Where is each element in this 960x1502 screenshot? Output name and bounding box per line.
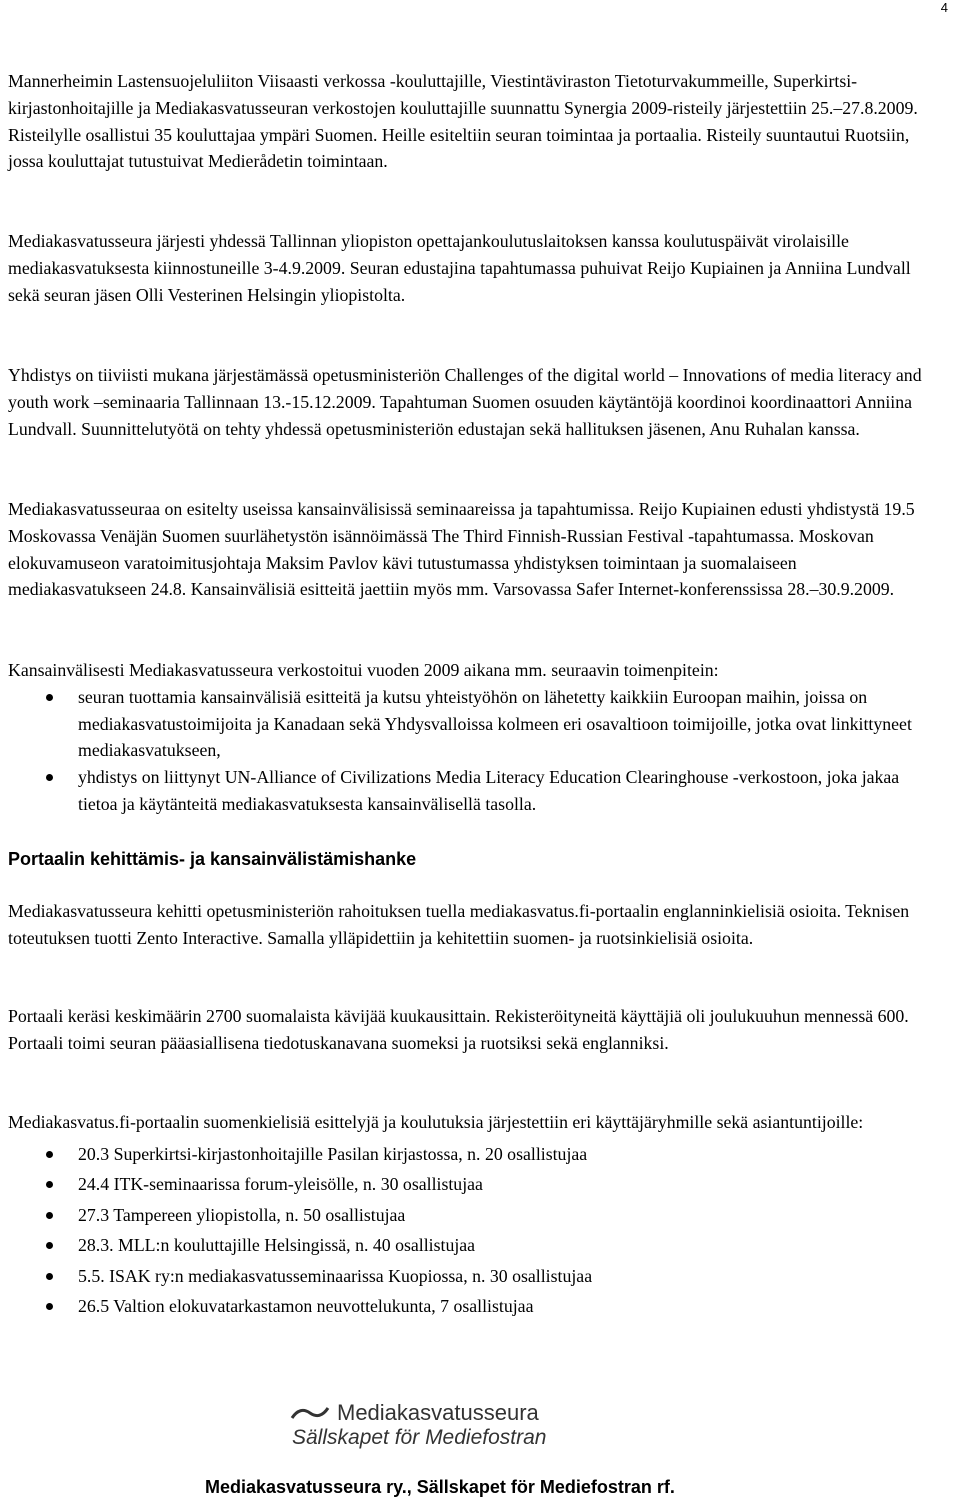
paragraph-tallinn: Mediakasvatusseura järjesti yhdessä Tallinnan yliopiston opettajankoulutuslaitoksen kanssa koulutuspäivät virolaisille mediakasvatuksesta kiinnostuneille 3-4.9.2009. Seuran edustajina tapahtumassa puhuivat Reijo Kupiainen ja Anniina Lundvall sekä seuran jäsen Olli Vesterinen Helsingin yliopistolta. — [8, 231, 911, 305]
logo-subtitle: Sällskapet för Mediefostran — [292, 1426, 547, 1449]
list-item — [8, 1261, 938, 1292]
events-list — [8, 1139, 938, 1322]
paragraph-presentations-intro: Mediakasvatus.fi-portaalin suomenkielisiä esittelyjä ja koulutuksia järjestettiin eri käyttäjäryhmille sekä asiantuntijoille: — [8, 1112, 864, 1132]
paragraph-synergia: Mannerheimin Lastensuojeluliiton Viisaasti verkossa -kouluttajille, Viestintäviraston Tietoturvakummeille, Superkirtsi-kirjastonhoitajille ja Mediakasvatusseuran verkostojen kouluttajille suunnattu Synergia 2009-risteily järjestettiin 25.–27.8.2009. Risteilylle osallistui 35 kouluttajaa ympäri Suomen. Heille esiteltiin seuran toimintaa ja portaalia. Risteily suuntautui Ruotsiin, jossa kouluttajat tutustuivat Medierådetin toimintaan. — [8, 71, 918, 172]
logo-title: Mediakasvatusseura — [337, 1400, 539, 1425]
bullet-icon — [46, 1212, 53, 1219]
visitors-section — [8, 1003, 938, 1057]
page-number: 4 — [940, 0, 948, 15]
list-item-text: 28.3. MLL:n kouluttajille Helsingissä, n. 40 osallistujaa — [78, 1235, 476, 1256]
bullet-icon — [46, 1181, 53, 1188]
international-section — [8, 496, 938, 603]
list-item — [8, 1230, 938, 1261]
bullet-icon — [46, 1242, 53, 1249]
bullet-icon — [46, 1303, 53, 1310]
networking-section — [8, 657, 938, 818]
list-item-text: 24.4 ITK-seminaarissa forum-yleisölle, n. 30 osallistujaa — [78, 1174, 483, 1195]
list-item — [8, 684, 938, 764]
logo-mark-icon — [290, 1404, 330, 1422]
paragraph-portal-dev: Mediakasvatusseura kehitti opetusministeriön rahoituksen tuella mediakasvatus.fi-portaalin englanninkielisiä osioita. Teknisen toteutuksen tuotti Zento Interactive. Samalla ylläpidettiin ja kehitettiin suomen- ja ruotsinkielisiä osioita. — [8, 901, 910, 948]
list-item-text: 20.3 Superkirtsi-kirjastonhoitajille Pasilan kirjastossa, n. 20 osallistujaa — [78, 1143, 588, 1164]
list-item-text: 27.3 Tampereen yliopistolla, n. 50 osallistujaa — [78, 1204, 406, 1225]
organization-logo — [290, 1396, 560, 1454]
bullet-icon — [46, 694, 53, 701]
paragraph-international: Mediakasvatusseuraa on esitelty useissa kansainvälisissä seminaareissa ja tapahtumissa. Reijo Kupiainen edusti yhdistystä 19.5 Moskovassa Venäjän Suomen suurlähetystön isännöimässä The Third Finnish-Russian Festival -tapahtumassa. Moskovan elokuvamuseon varatoimitusjohtaja Maksim Pavlov kävi tutustumassa yhdistyksen toimintaan ja suomalaiseen mediakasvatukseen 24.8. Kansainvälisiä esitteitä jaettiin myös mm. Varsovassa Safer Internet-konferenssissa 28.–30.9.2009. — [8, 499, 915, 600]
page-footer: Mediakasvatusseura ry., Sällskapet för Mediefostran rf. — [205, 1477, 675, 1497]
challenges-section — [8, 362, 938, 442]
portal-section — [8, 898, 938, 952]
list-item — [8, 1139, 938, 1170]
presentations-section — [8, 1109, 938, 1322]
list-item — [8, 1291, 938, 1322]
paragraph-challenges: Yhdistys on tiiviisti mukana järjestämässä opetusministeriön Challenges of the digital world – Innovations of media literacy and youth work –seminaaria Tallinnaan 13.-15.12.2009. Tapahtuman Suomen osuuden käytäntöjä koordinoi koordinaattori Anniina Lundvall. Suunnittelutyötä on tehty yhdessä opetusministeriön edustajan sekä hallituksen jäsenen, Anu Ruhalan kanssa. — [8, 365, 922, 439]
list-item-text: 5.5. ISAK ry:n mediakasvatusseminaarissa Kuopiossa, n. 30 osallistujaa — [78, 1265, 593, 1286]
paragraph-networking-intro: Kansainvälisesti Mediakasvatusseura verkostoitui vuoden 2009 aikana mm. seuraavin toimenpitein: — [8, 660, 719, 680]
list-item — [8, 764, 938, 818]
paragraph-visitors: Portaali keräsi keskimäärin 2700 suomalaista kävijää kuukausittain. Rekisteröityneitä käyttäjiä oli joulukuuhun mennessä 600. Portaali toimi seuran pääasiallisena tiedotuskanavana suomeksi ja ruotsiksi sekä englanniksi. — [8, 1006, 909, 1053]
intro-section — [8, 68, 938, 175]
section-heading: Portaalin kehittämis- ja kansainvälistämishanke — [8, 849, 417, 869]
list-item — [8, 1169, 938, 1200]
bullet-icon — [46, 1151, 53, 1158]
bullet-icon — [46, 774, 53, 781]
list-item-text: 26.5 Valtion elokuvatarkastamon neuvottelukunta, 7 osallistujaa — [78, 1296, 534, 1317]
list-item — [8, 1200, 938, 1231]
list-item-text: seuran tuottamia kansainvälisiä esitteitä ja kutsu yhteistyöhön on lähetetty kaikkiin Euroopan maihin, joissa on mediakasvatustoimijoita ja Kanadaan sekä Yhdysvalloissa kolmeen eri osavaltioon toimijoille, jotka ovat linkittyneet mediakasvatukseen, — [78, 686, 912, 761]
list-item-text: yhdistys on liittynyt UN-Alliance of Civilizations Media Literacy Education Clearinghouse -verkostoon, joka jakaa tietoa ja käytänteitä mediakasvatuksesta kansainvälisellä tasolla. — [78, 767, 900, 814]
networking-list — [8, 684, 938, 818]
tallinn-section — [8, 228, 938, 308]
bullet-icon — [46, 1273, 53, 1280]
